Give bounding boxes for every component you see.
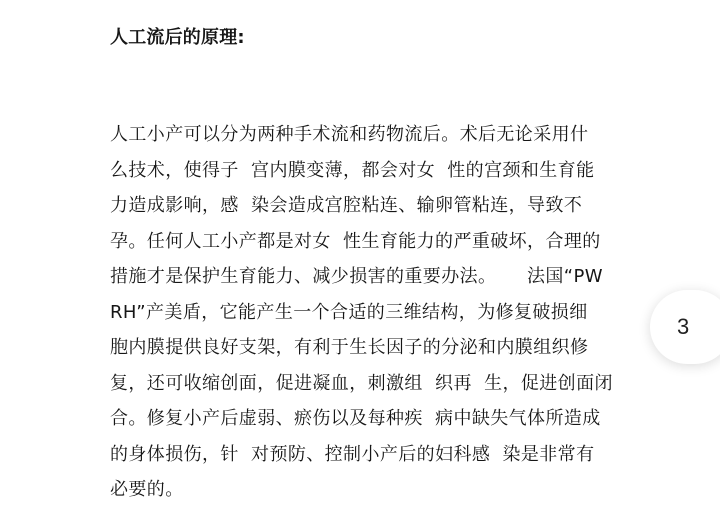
body-line: 胞内膜提供良好支架，有利于生长因子的分泌和内膜组织修 (110, 337, 589, 358)
article-body (110, 117, 630, 508)
body-line: RH”产美盾，它能产生一个合适的三维结构，为修复破损细 (110, 301, 588, 323)
page-number: 3 (677, 314, 690, 339)
body-line: 复，还可收缩创面，促进凝血，刺激组 织再 生，促进创面闭 (110, 372, 613, 394)
body-line: 力造成影响，感 染会造成宫腔粘连、输卵管粘连，导致不 (110, 195, 583, 216)
body-line: 人工小产可以分为两种手术流和药物流后。术后无论采用什 (110, 124, 589, 145)
body-line: 么技术，使得子 宫内膜变薄，都会对女 性的宫颈和生育能 (110, 159, 595, 181)
body-line: 措施才是保护生育能力、减少损害的重要办法。 法国“PW (110, 266, 603, 287)
body-line: 必要的。 (110, 479, 184, 500)
page-indicator-button[interactable] (650, 290, 720, 364)
body-line: 孕。任何人工小产都是对女 性生育能力的严重破坏，合理的 (110, 230, 601, 252)
body-line: 的身体损伤，针 对预防、控制小产后的妇科感 染是非常有 (110, 443, 595, 465)
article-heading: 人工流后的原理: (110, 27, 245, 48)
body-line: 合。修复小产后虚弱、瘀伤以及每种疾 病中缺失气体所造成 (110, 408, 601, 429)
